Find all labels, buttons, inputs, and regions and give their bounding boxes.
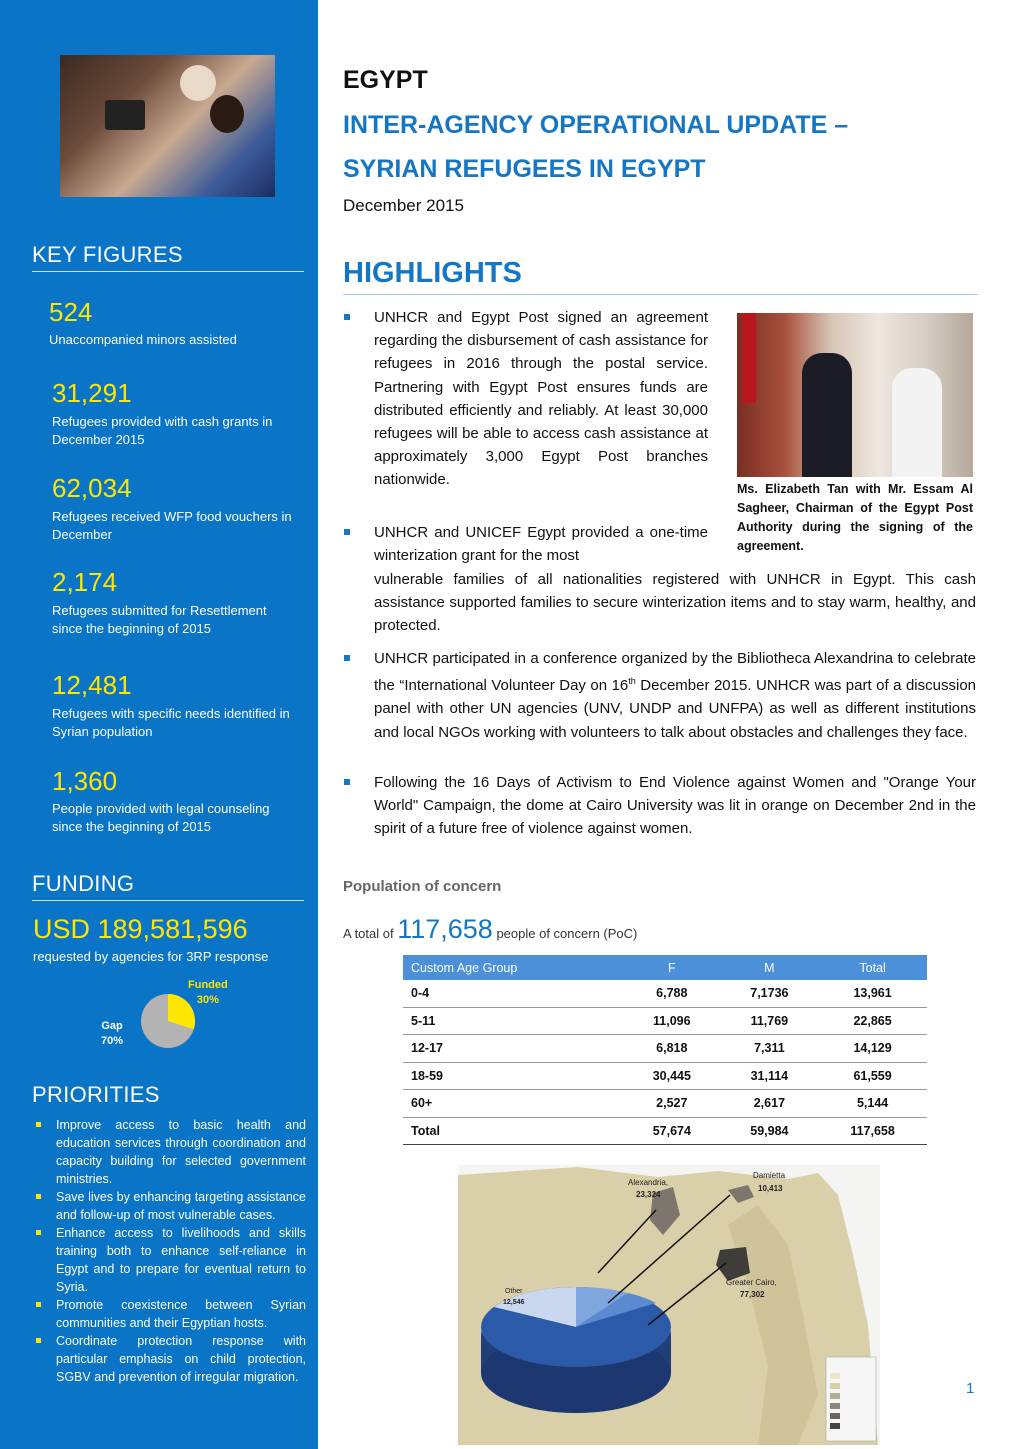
priority-item: Improve access to basic health and education services through coordination and capacity building for selected government ministries. <box>34 1116 306 1188</box>
person-shape <box>892 368 942 477</box>
gap-percent: 70% <box>101 1035 124 1047</box>
girl-head-shape <box>210 95 244 133</box>
key-figure-label: Refugees with specific needs identified in Syrian population <box>52 706 290 739</box>
refugee-density-map <box>458 1165 880 1445</box>
text-run: UNHCR participated in a conference organized by the Bibliotheca Alexandrina to celebrate the “International Volunteer Day on 16 <box>374 650 976 695</box>
table-cell: 11,769 <box>721 1007 819 1035</box>
table-cell: 60+ <box>403 1090 623 1118</box>
divider <box>32 900 304 901</box>
funded-label: Funded <box>188 979 228 991</box>
children-camera-photo <box>60 55 275 197</box>
divider <box>32 271 304 272</box>
key-figure-value: 524 <box>49 297 93 327</box>
country-heading: EGYPT <box>343 66 428 94</box>
map-label-greater-cairo: Greater Cairo, <box>726 1278 777 1287</box>
table-cell: 5,144 <box>818 1090 927 1118</box>
key-figure-value: 2,174 <box>52 567 118 597</box>
gap-pie-label <box>101 1019 123 1049</box>
superscript: th <box>628 676 636 687</box>
table-row <box>403 980 927 1007</box>
map-value-damietta: 10,413 <box>758 1184 783 1193</box>
document-title <box>343 103 848 191</box>
key-figure-value: 31,291 <box>52 378 132 408</box>
title-line: SYRIAN REFUGEES IN EGYPT <box>343 155 706 183</box>
priority-item: Promote coexistence between Syrian communities and their Egyptian hosts. <box>34 1296 306 1332</box>
table-cell: 14,129 <box>818 1035 927 1063</box>
bullet-icon <box>344 779 350 785</box>
table-cell: 18-59 <box>403 1062 623 1090</box>
priorities-list <box>34 1116 306 1386</box>
table-row <box>403 1007 927 1035</box>
table-cell: 22,865 <box>818 1007 927 1035</box>
column-header: F <box>623 955 721 980</box>
divider <box>343 294 978 295</box>
legend-swatch <box>830 1383 840 1389</box>
person-shape <box>802 353 852 477</box>
highlight-paragraph: UNHCR and Egypt Post signed an agreement regarding the disbursement of cash assistance for refugees in 2016 through the postal service. Partnering with Egypt Post ensures funds are distributed efficiently and reliably. At least 30,000 refugees will be able to access cash assistance at approximately 3,000 Egypt Post branches nationwide. <box>374 309 708 489</box>
table-row <box>403 1062 927 1090</box>
key-figure-label: Unaccompanied minors assisted <box>49 332 237 347</box>
table-cell: 5-11 <box>403 1007 623 1035</box>
table-cell: 57,674 <box>623 1117 721 1145</box>
priority-item: Save lives by enhancing targeting assistance and follow-up of most vulnerable cases. <box>34 1188 306 1224</box>
table-cell: 6,788 <box>623 980 721 1007</box>
table-cell: 61,559 <box>818 1062 927 1090</box>
map-label-other: Other <box>505 1288 523 1295</box>
table-cell: 59,984 <box>721 1117 819 1145</box>
legend-swatch <box>830 1403 840 1409</box>
map-value-other: 12,546 <box>503 1299 525 1306</box>
priority-item: Enhance access to livelihoods and skills training both to enhance self-reliance in Egypt and to prepare for eventual return to Syria. <box>34 1224 306 1296</box>
table-cell: 0-4 <box>403 980 623 1007</box>
map-label-alexandria: Alexandria, <box>628 1178 669 1187</box>
highlight-paragraph: vulnerable families of all nationalities registered with UNHCR in Egypt. This cash assistance supported families to secure winterization items and to stay warm, healthy, and protected. <box>374 571 976 635</box>
population-table <box>403 955 927 1145</box>
table-cell: 6,818 <box>623 1035 721 1063</box>
key-figures-heading: KEY FIGURES <box>32 242 183 267</box>
column-header: Total <box>818 955 927 980</box>
funding-label: requested by agencies for 3RP response <box>33 949 269 964</box>
legend-swatch <box>830 1423 840 1429</box>
column-header: M <box>721 955 819 980</box>
agreement-signing-photo <box>737 313 973 477</box>
girl-head-shape <box>180 65 216 101</box>
table-cell: 2,527 <box>623 1090 721 1118</box>
total-suffix: people of concern (PoC) <box>496 926 638 941</box>
priority-item: Coordinate protection response with particular emphasis on child protection, SGBV and prevention of irregular migration. <box>34 1332 306 1386</box>
funded-pie-label <box>188 978 228 1008</box>
funding-heading: FUNDING <box>32 871 135 896</box>
key-figure-label: People provided with legal counseling since the beginning of 2015 <box>52 801 270 834</box>
table-row <box>403 1090 927 1118</box>
highlight-paragraph: Following the 16 Days of Activism to End Violence against Women and "Orange Your World" Campaign, the dome at Cairo University was lit in orange on December 2nd in the spirit of a future free of violence against women. <box>374 774 976 838</box>
table-cell: 13,961 <box>818 980 927 1007</box>
table-cell: 7,1736 <box>721 980 819 1007</box>
key-figure-label: Refugees submitted for Resettlement since the beginning of 2015 <box>52 603 267 636</box>
legend-swatch <box>830 1413 840 1419</box>
total-prefix: A total of <box>343 926 394 941</box>
funded-percent: 30% <box>196 994 219 1006</box>
population-total <box>343 914 637 945</box>
title-line: INTER-AGENCY OPERATIONAL UPDATE – <box>343 111 849 139</box>
table-cell: 2,617 <box>721 1090 819 1118</box>
table-cell: 7,311 <box>721 1035 819 1063</box>
map-value-alexandria: 23,324 <box>636 1190 661 1199</box>
sidebar <box>0 0 318 1449</box>
highlight-paragraph <box>374 647 976 744</box>
funding-amount: USD 189,581,596 <box>33 914 248 944</box>
report-date: December 2015 <box>343 196 464 215</box>
key-figure-value: 12,481 <box>52 670 132 700</box>
highlights-heading: HIGHLIGHTS <box>343 257 522 289</box>
population-heading: Population of concern <box>343 878 502 895</box>
table-cell: 11,096 <box>623 1007 721 1035</box>
gap-label: Gap <box>101 1020 123 1032</box>
priorities-container <box>0 1112 318 1408</box>
total-value: 117,658 <box>397 914 493 944</box>
key-figure-value: 1,360 <box>52 766 118 796</box>
table-row <box>403 1035 927 1063</box>
page-number: 1 <box>966 1380 975 1397</box>
photo-caption: Ms. Elizabeth Tan with Mr. Essam Al Sagheer, Chairman of the Egypt Post Authority during the signing of the agreement. <box>737 482 973 553</box>
camera-shape <box>105 100 145 130</box>
table-cell: 30,445 <box>623 1062 721 1090</box>
table-cell: 31,114 <box>721 1062 819 1090</box>
table-cell: 117,658 <box>818 1117 927 1145</box>
map-value-greater-cairo: 77,302 <box>740 1290 765 1299</box>
table-total-row <box>403 1117 927 1145</box>
priorities-heading: PRIORITIES <box>32 1082 160 1107</box>
bullet-icon <box>344 529 350 535</box>
key-figure-label: Refugees provided with cash grants in December 2015 <box>52 414 273 447</box>
key-figure-value: 62,034 <box>52 473 132 503</box>
column-header: Custom Age Group <box>403 955 623 980</box>
key-figure-label: Refugees received WFP food vouchers in December <box>52 509 292 542</box>
text-run: December 2015. UNHCR was part of a discussion panel with other UN agencies (UNV, UNDP and UNFPA) as well as different institutions and local NGOs working with volunteers to talk about obstacles and challenges they face. <box>374 677 977 741</box>
bullet-icon <box>344 314 350 320</box>
flag-shape <box>742 313 756 403</box>
highlight-paragraph: UNHCR and UNICEF Egypt provided a one-time winterization grant for the most <box>374 524 708 565</box>
table-cell: Total <box>403 1117 623 1145</box>
legend-swatch <box>830 1393 840 1399</box>
map-label-damietta: Damietta <box>753 1171 786 1180</box>
table-header-row <box>403 955 927 980</box>
table-cell: 12-17 <box>403 1035 623 1063</box>
legend-swatch <box>830 1373 840 1379</box>
bullet-icon <box>344 655 350 661</box>
